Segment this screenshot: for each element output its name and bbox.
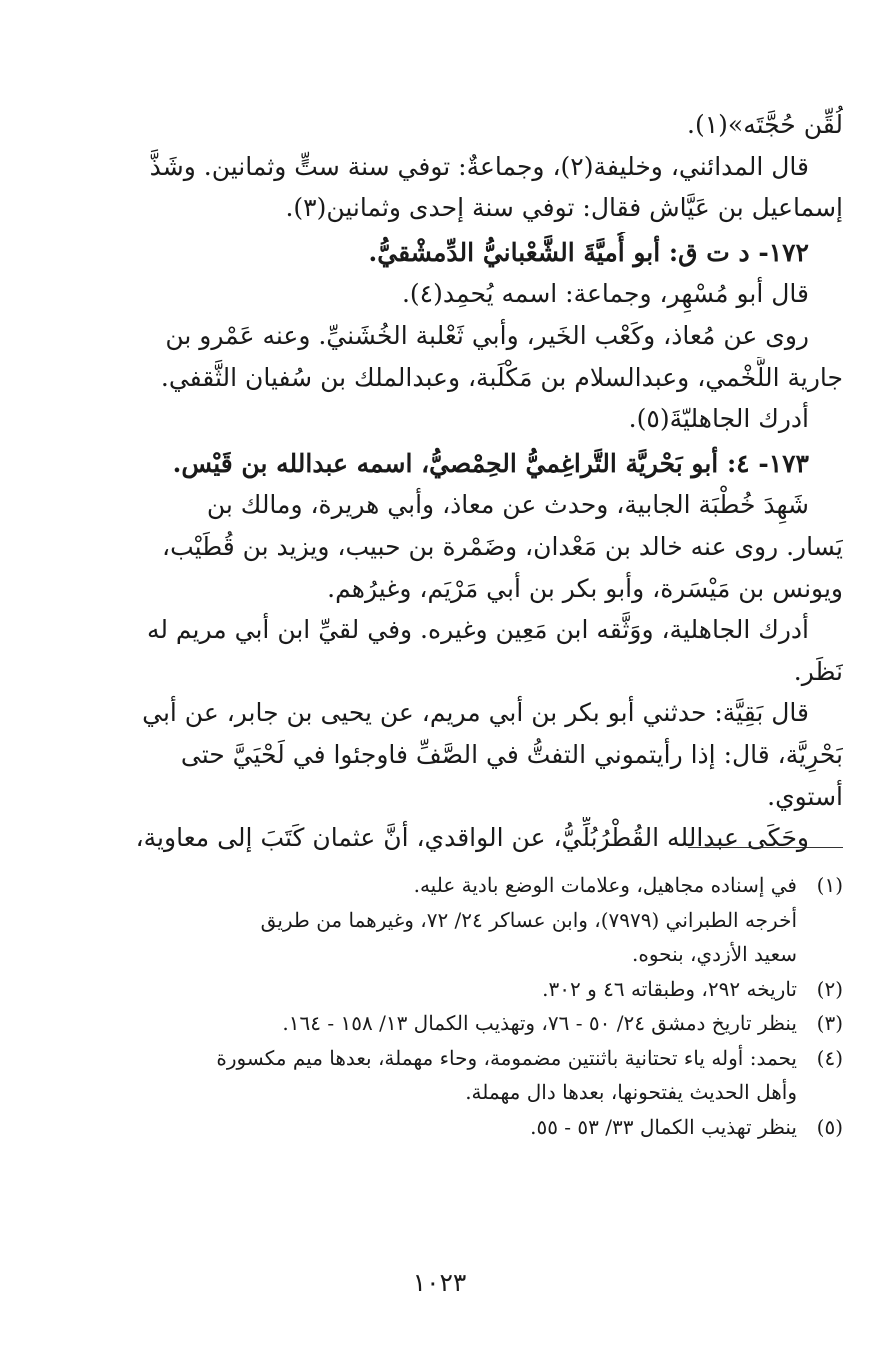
footnote [128,972,843,1007]
text-line: نَظَر. [793,656,843,686]
text-line: قال بَقِيَّة: حدثني أبو بكر بن أبي مريم، عن يحيى بن جابر، عن أبي [142,698,809,728]
footnote-body [128,972,797,1007]
text-line: روى عن مُعاذ، وكَعْب الخَير، وأبي ثَعْلبة الخُشَنيِّ. وعنه عَمْرو بن [165,320,809,350]
footnote-line: يحمد: أوله ياء تحتانية باثنتين مضمومة، وحاء مهملة، بعدها ميم مكسورة [216,1045,797,1070]
main-text-block [128,104,843,859]
footnote-body [128,868,797,972]
footnote-body [128,1110,797,1145]
text-line: ويونس بن مَيْسَرة، وأبو بكر بن أبي مَرْيَم، وغيرُهم. [327,573,843,603]
footnote-line: سعيد الأزدي، بنحوه. [632,942,797,966]
text-line: وحَكَى عبدالله القُطْرُبُلِّيُّ، عن الواقدي، أنَّ عثمان كَتَبَ إلى معاوية، [135,823,809,853]
entry-heading: ١٧٢- د ت ق: أبو أُميَّةَ الشَّعْبانيُّ الدِّمشْقيُّ. [368,237,809,267]
footnote-number: (٢) [816,976,843,1001]
footnote-line: ينظر تاريخ دمشق ٢٤/ ٥٠ - ٧٦، وتهذيب الكمال ١٣/ ١٥٨ - ١٦٤. [282,1011,797,1035]
footnote-line: وأهل الحديث يفتحونها، بعدها دال مهملة. [465,1080,797,1104]
text-line: بَحْرِيَّة، قال: إذا رأيتموني التفتُّ في الصَّفِّ فاوجئوا في لَحْيَيَّ حتى [180,739,843,769]
text-line: أدرك الجاهليّةَ(٥). [628,404,809,434]
text-line: أدرك الجاهلية، ووَثَّقه ابن مَعِين وغيره. وفي لقيِّ ابن أبي مريم له [146,615,809,645]
footnote-number: (٣) [816,1011,843,1035]
footnote [128,1110,843,1145]
footnote [128,1041,843,1110]
footnote-body [128,1006,797,1041]
page-number: ١٠٢٣ [412,1268,467,1297]
text-line: شَهِدَ خُطْبَة الجابية، وحدث عن معاذ، وأبي هريرة، ومالك بن [206,490,809,520]
footnote-line: تاريخه ٢٩٢، وطبقاته ٤٦ و ٣٠٢. [542,976,797,1001]
text-line: قال المدائني، وخليفة(٢)، وجماعةٌ: توفي سنة ستٍّ وثمانين. وشَذَّ [149,151,809,181]
text-line: أستوي. [767,781,843,811]
text-line: إسماعيل بن عَيَّاش فقال: توفي سنة إحدى وثمانين(٣). [285,193,843,223]
footnote-line: ينظر تهذيب الكمال ٣٣/ ٥٣ - ٥٥. [530,1114,797,1139]
footnote [128,1006,843,1041]
footnote-separator [688,847,843,848]
text-line: يَسار. روى عنه خالد بن مَعْدان، وضَمْرة بن حبيب، ويزيد بن قُطَيْب، [162,531,843,561]
text-line: قال أبو مُسْهِر، وجماعة: اسمه يُحمِد(٤). [401,279,809,309]
text-line: جارية اللَّخْمي، وعبدالسلام بن مَكْلَبة، وعبدالملك بن سُفيان الثَّقفي. [160,362,843,392]
footnote-line: في إسناده مجاهيل، وعلامات الوضع بادية عليه. [413,873,797,897]
footnote-number: (٤) [816,1045,843,1070]
footnote-number: (١) [816,873,843,897]
entry-heading: ١٧٣- ٤: أبو بَحْريَّة التَّراغِميُّ الحِمْصيُّ، اسمه عبدالله بن قَيْس. [172,448,809,478]
text-line: لُقِّن حُجَّتَه»(١). [687,110,843,139]
footnote [128,868,843,972]
footnote-body [128,1041,797,1110]
footnotes-block [128,868,843,1144]
footnote-number: (٥) [816,1114,843,1139]
footnote-line: أخرجه الطبراني (٧٩٧٩)، وابن عساكر ٢٤/ ٧٢، وغيرهما من طريق [260,907,797,932]
